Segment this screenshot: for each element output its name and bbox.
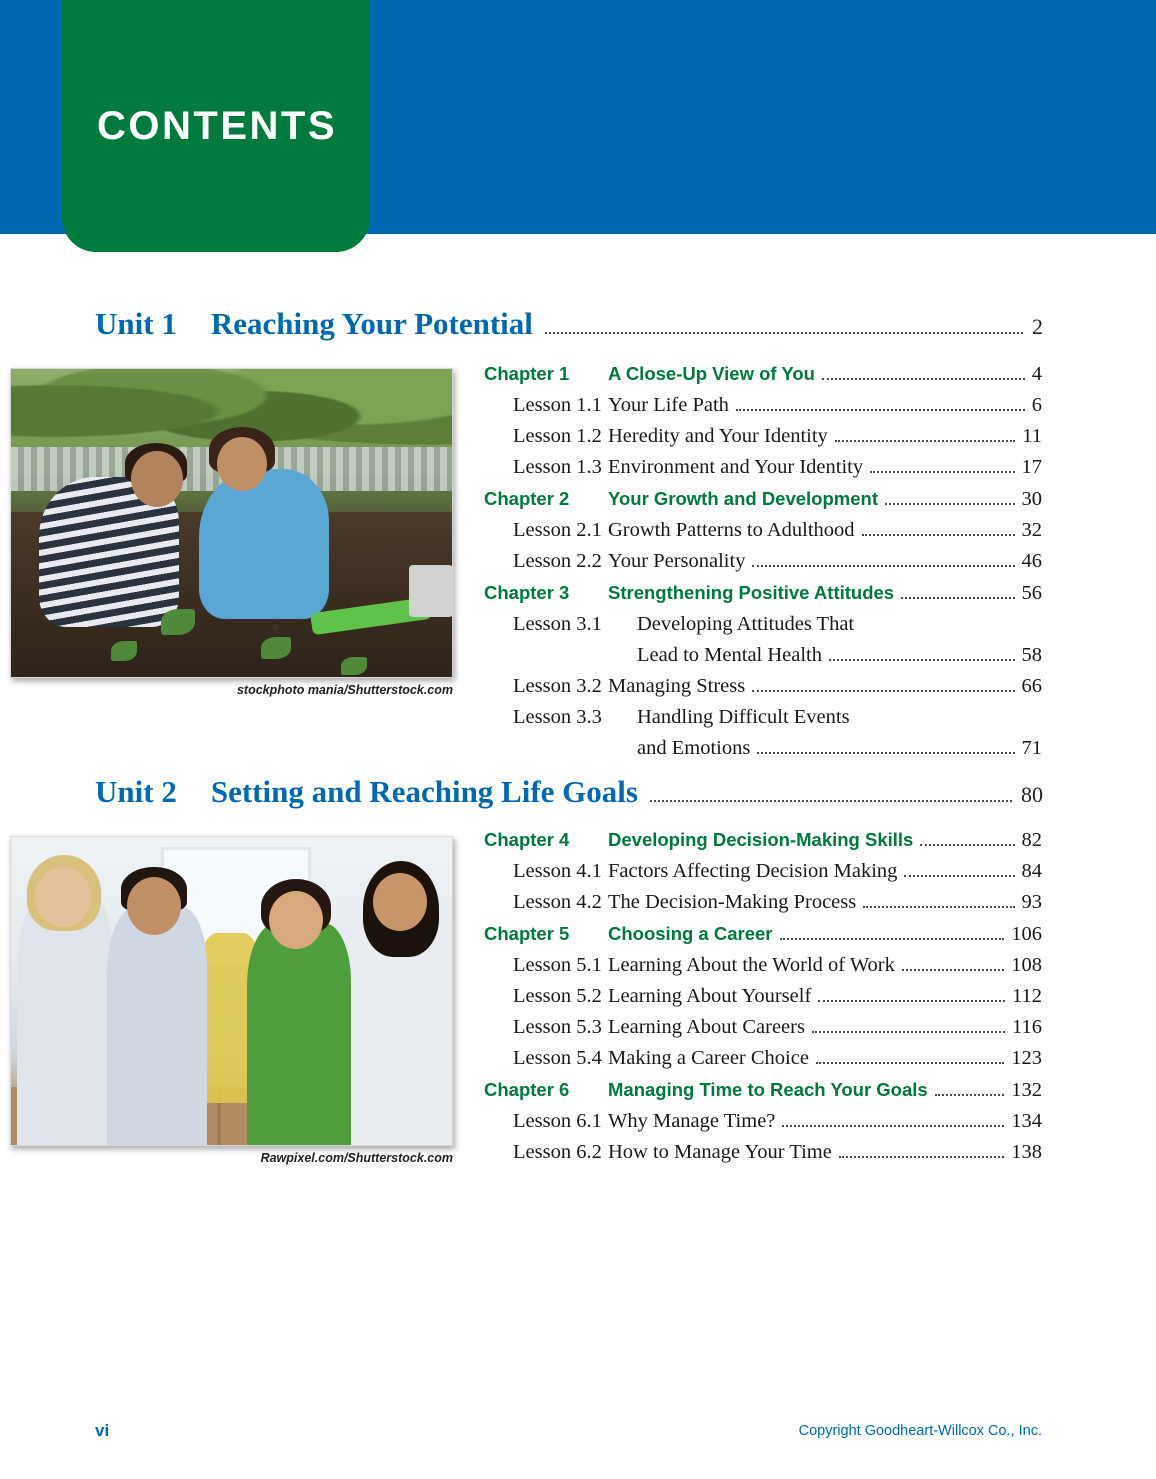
page-title: CONTENTS (97, 104, 337, 148)
entry-title-line2: and Emotions (637, 737, 751, 759)
leader-dots (885, 503, 1015, 505)
entry-title: Learning About Yourself (608, 985, 812, 1007)
entry-label: Lesson 6.1 (513, 1110, 602, 1132)
toc-page (0, 234, 1156, 1479)
entry-page: 132 (1011, 1079, 1042, 1101)
toc-entry-lesson[interactable] (484, 546, 1042, 577)
leader-dots (752, 565, 1014, 567)
entry-label: Lesson 6.2 (513, 1141, 602, 1163)
unit-label: Unit 2 (95, 774, 177, 809)
entry-page: 58 (1021, 644, 1042, 666)
leader-dots (757, 752, 1014, 754)
entry-title: Your Life Path (608, 394, 729, 416)
entry-title: Your Growth and Development (608, 488, 878, 509)
entry-page: 46 (1021, 550, 1042, 572)
leader-dots (545, 332, 1023, 334)
toc-entry-lesson[interactable] (484, 1043, 1042, 1074)
entry-title: Choosing a Career (608, 923, 773, 944)
toc-entry-lesson[interactable] (484, 452, 1042, 483)
folio-page-number: vi (95, 1421, 110, 1440)
entry-label: Lesson 2.1 (513, 519, 602, 541)
entry-label: Lesson 1.1 (513, 394, 602, 416)
leader-dots (812, 1031, 1005, 1033)
entry-label: Lesson 1.2 (513, 425, 602, 447)
leader-dots (780, 938, 1005, 940)
entry-label: Lesson 5.3 (513, 1016, 602, 1038)
entry-label: Lesson 5.1 (513, 954, 602, 976)
entry-title: Strengthening Positive Attitudes (608, 582, 895, 603)
entry-page: 17 (1021, 456, 1042, 478)
unit-page-number: 2 (1032, 314, 1043, 339)
leader-dots (901, 597, 1014, 599)
entry-label: Lesson 3.3 (513, 706, 602, 728)
toc-entry-lesson[interactable] (484, 671, 1042, 702)
toc-entry-lesson[interactable] (484, 1137, 1042, 1168)
entry-page: 4 (1031, 363, 1042, 385)
entry-label: Lesson 3.1 (513, 613, 602, 635)
entry-page: 66 (1021, 675, 1042, 697)
entry-title: Developing Decision-Making Skills (608, 829, 914, 850)
toc-entry-chapter[interactable] (484, 824, 1042, 856)
entry-page: 112 (1012, 985, 1042, 1007)
unit-2-photo (10, 836, 453, 1146)
entry-label: Chapter 5 (484, 923, 570, 944)
leader-dots (752, 690, 1014, 692)
entry-page: 6 (1031, 394, 1042, 416)
unit-1-entries (484, 358, 1042, 764)
toc-entry-lesson[interactable] (484, 1106, 1042, 1137)
entry-page: 138 (1011, 1141, 1042, 1163)
leader-dots (818, 1000, 1005, 1002)
entry-title: Environment and Your Identity (608, 456, 864, 478)
photo-credit: Rawpixel.com/Shutterstock.com (260, 1151, 453, 1165)
entry-page: 56 (1021, 582, 1042, 604)
entry-page: 11 (1022, 425, 1042, 447)
toc-entry-lesson[interactable] (484, 856, 1042, 887)
entry-page: 108 (1011, 954, 1042, 976)
entry-title: Heredity and Your Identity (608, 425, 828, 447)
entry-page: 116 (1012, 1016, 1042, 1038)
entry-title: Growth Patterns to Adulthood (608, 519, 855, 541)
entry-label: Lesson 2.2 (513, 550, 602, 572)
entry-title: Factors Affecting Decision Making (608, 860, 898, 882)
entry-label: Lesson 5.4 (513, 1047, 602, 1069)
toc-entry-lesson[interactable] (484, 421, 1042, 452)
leader-dots (839, 1156, 1004, 1158)
entry-label: Lesson 4.1 (513, 860, 602, 882)
toc-entry-lesson[interactable] (484, 1012, 1042, 1043)
leader-dots (920, 844, 1014, 846)
entry-title: Learning About the World of Work (608, 954, 895, 976)
toc-entry-chapter[interactable] (484, 577, 1042, 609)
unit-heading-2[interactable] (95, 774, 1043, 811)
toc-entry-lesson[interactable] (484, 515, 1042, 546)
unit-title: Reaching Your Potential (210, 306, 533, 341)
unit-2-photo-block (10, 836, 453, 1165)
entry-page: 106 (1011, 923, 1042, 945)
entry-page: 123 (1011, 1047, 1042, 1069)
toc-entry-lesson[interactable] (484, 609, 1042, 671)
entry-page: 32 (1021, 519, 1042, 541)
entry-label: Chapter 1 (484, 363, 570, 384)
entry-label: Chapter 6 (484, 1079, 570, 1100)
entry-page: 93 (1021, 891, 1042, 913)
entry-label: Chapter 3 (484, 582, 570, 603)
leader-dots (863, 906, 1014, 908)
entry-title: How to Manage Your Time (608, 1141, 832, 1163)
leader-dots (782, 1125, 1004, 1127)
entry-page: 30 (1021, 488, 1042, 510)
unit-1-photo-block (10, 368, 453, 697)
entry-page: 84 (1021, 860, 1042, 882)
entry-title: Managing Stress (608, 675, 746, 697)
entry-title: Developing Attitudes That (637, 613, 855, 635)
unit-2-entries (484, 824, 1042, 1168)
leader-dots (935, 1094, 1005, 1096)
leader-dots (862, 534, 1015, 536)
leader-dots (870, 471, 1014, 473)
toc-entry-chapter[interactable] (484, 918, 1042, 950)
entry-title: Learning About Careers (608, 1016, 805, 1038)
toc-entry-chapter[interactable] (484, 1074, 1042, 1106)
leader-dots (822, 378, 1025, 380)
entry-label: Lesson 5.2 (513, 985, 602, 1007)
entry-title: Making a Career Choice (608, 1047, 809, 1069)
toc-entry-lesson[interactable] (484, 950, 1042, 981)
toc-entry-lesson[interactable] (484, 887, 1042, 918)
entry-title: A Close-Up View of You (608, 363, 815, 384)
entry-label: Chapter 2 (484, 488, 570, 509)
leader-dots (736, 409, 1025, 411)
entry-title: Handling Difficult Events (637, 706, 850, 728)
leader-dots (829, 659, 1014, 661)
entry-title: Why Manage Time? (608, 1110, 776, 1132)
entry-title: The Decision-Making Process (608, 891, 857, 913)
photo-credit: stockphoto mania/Shutterstock.com (236, 683, 453, 697)
entry-title-line2: Lead to Mental Health (637, 644, 823, 666)
copyright-notice: Copyright Goodheart-Willcox Co., Inc. (798, 1423, 1042, 1439)
toc-entry-lesson[interactable] (484, 702, 1042, 764)
unit-label: Unit 1 (95, 306, 177, 341)
entry-label: Lesson 3.2 (513, 675, 602, 697)
toc-entry-chapter[interactable] (484, 358, 1042, 390)
entry-page: 134 (1011, 1110, 1042, 1132)
entry-label: Lesson 4.2 (513, 891, 602, 913)
toc-entry-chapter[interactable] (484, 483, 1042, 515)
leader-dots (902, 969, 1004, 971)
entry-page: 82 (1021, 829, 1042, 851)
leader-dots (816, 1062, 1004, 1064)
unit-title: Setting and Reaching Life Goals (210, 774, 638, 809)
leader-dots (650, 800, 1012, 802)
entry-page: 71 (1021, 737, 1042, 759)
toc-entry-lesson[interactable] (484, 390, 1042, 421)
unit-1-photo (10, 368, 453, 678)
leader-dots (904, 875, 1014, 877)
entry-title: Managing Time to Reach Your Goals (608, 1079, 928, 1100)
entry-label: Chapter 4 (484, 829, 570, 850)
entry-label: Lesson 1.3 (513, 456, 602, 478)
toc-entry-lesson[interactable] (484, 981, 1042, 1012)
unit-heading-1[interactable] (95, 306, 1043, 343)
entry-title: Your Personality (608, 550, 746, 572)
leader-dots (835, 440, 1015, 442)
unit-page-number: 80 (1021, 782, 1043, 807)
